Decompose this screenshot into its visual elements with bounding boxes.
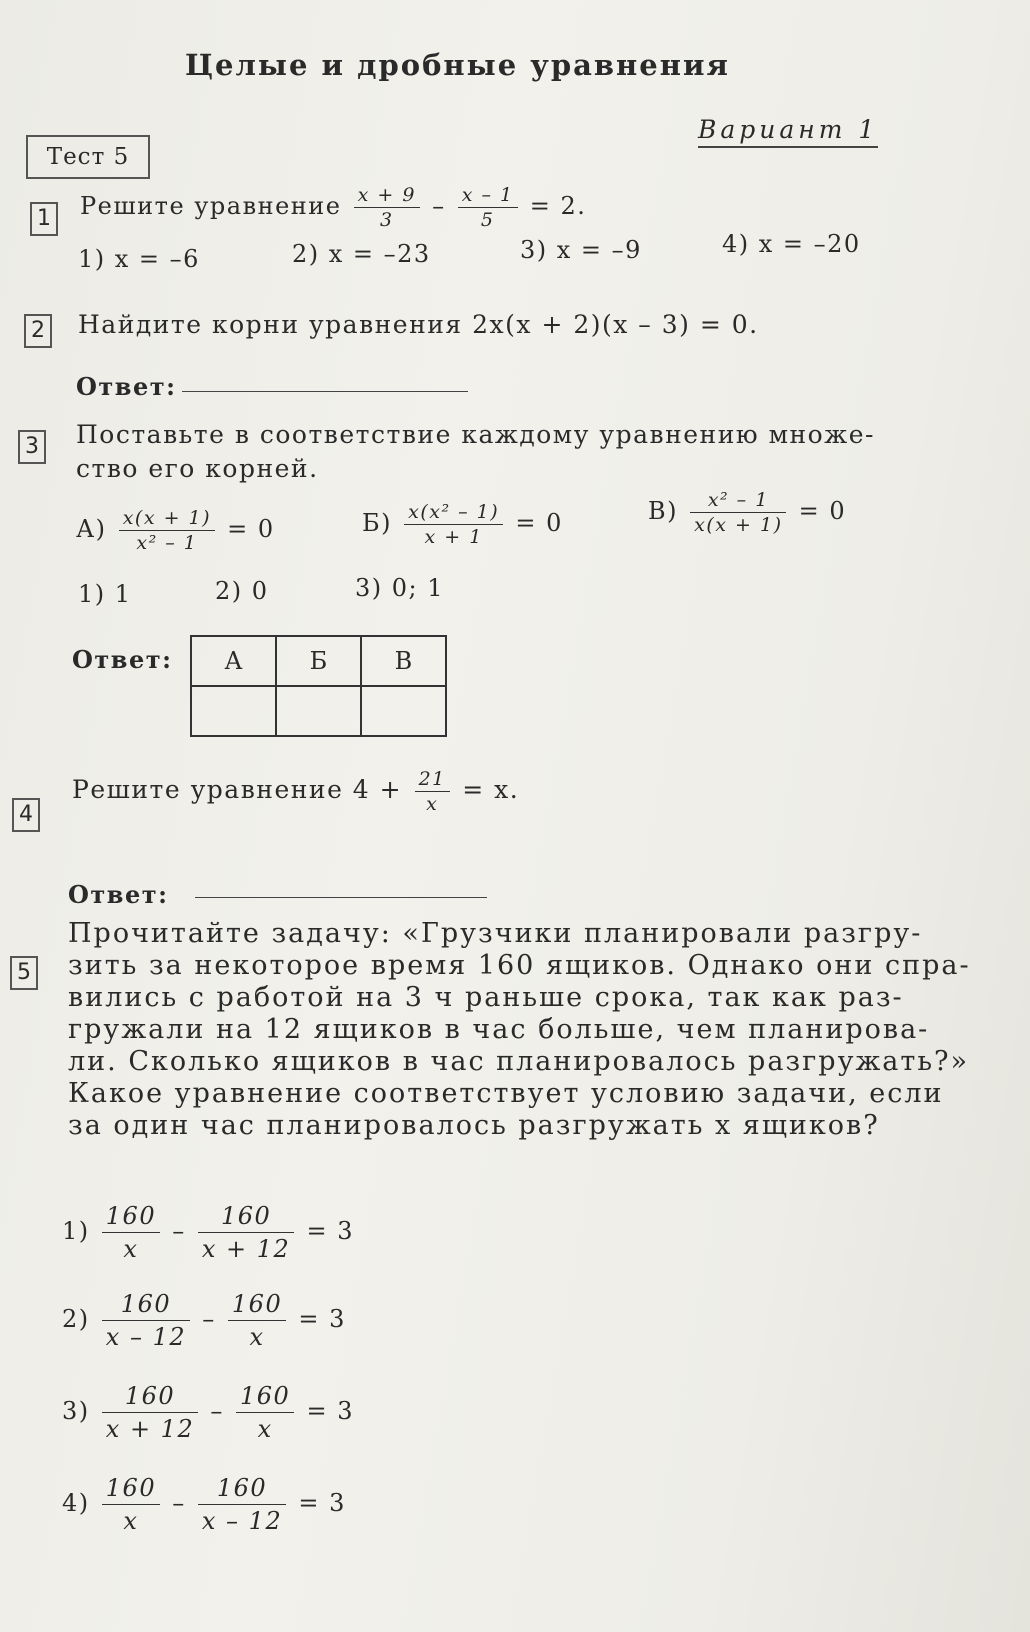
q3-table-header-a: А [191,636,276,686]
q1-prompt: Решите уравнение [80,192,342,220]
q5-line: Прочитайте задачу: «Грузчики планировали разгру- [68,918,923,949]
q5-text [68,918,1003,1142]
q3-a-equals: = 0 [227,515,275,543]
q3-a-fraction: $\frac{x(x + 1)}{\text{x² – 1}}$ [119,506,215,555]
q5-option-4-minus: – [172,1489,186,1517]
q3-b-label: Б) [362,509,392,537]
q3-answer-label: Ответ: [72,645,173,674]
q1-fraction-1: $\frac{x + 9}{3}$ [354,183,420,232]
q5-line: зить за некоторое время 160 ящиков. Однако они спра- [68,950,971,981]
q1-number: 1 [30,202,58,236]
q5-option-2-equals: = 3 [298,1305,346,1333]
q1-fraction-2: $\frac{x - 1}{5}$ [458,183,518,232]
q1-minus: – [432,192,446,220]
q3-option-2: 2) 0 [215,577,269,605]
q5-option-4-fraction-1: $\frac{160}{x}$ [102,1472,160,1537]
q3-option-1: 1) 1 [78,580,132,608]
q3-table-header-b: Б [276,636,361,686]
q5-option-1-equals: = 3 [306,1217,354,1245]
q3-answer-table [190,635,447,737]
variant-label: Вариант 1 [698,115,878,148]
q5-line: гружали на 12 ящиков в час больше, чем планирова- [68,1014,930,1045]
q5-option-2-fraction-1: $\frac{160}{x - 12}$ [102,1288,190,1353]
q4-equals: = x. [462,775,520,804]
q4-number: 4 [12,798,40,832]
q5-option-4-equals: = 3 [298,1489,346,1517]
q5-option-1-fraction-1: $\frac{160}{x}$ [102,1200,160,1265]
q3-answer-cell-a[interactable] [191,686,276,736]
q5-option-2-label: 2) [62,1305,90,1333]
q4-answer-label: Ответ: [68,880,169,909]
q5-option-3-minus: – [210,1397,224,1425]
q3-a-label: А) [76,515,107,543]
q5-line: ли. Сколько ящиков в час планировалось разгружать?» [68,1046,970,1077]
q5-line: Какое уравнение соответствует условию задачи, если [68,1078,944,1109]
q2-answer-line[interactable] [182,390,468,392]
q5-option-3-equals: = 3 [306,1397,354,1425]
q1-option-1[interactable]: 1) x = –6 [78,245,200,273]
q4-fraction: $\frac{21}{x}$ [415,767,450,816]
q5-line: вились с работой на 3 ч раньше срока, так как раз- [68,982,904,1013]
q2-number: 2 [24,314,52,348]
q3-equation-a [76,506,275,555]
q5-option-3-fraction-2: $\frac{160}{x}$ [236,1380,294,1445]
q3-equation-b [362,500,563,549]
q1-option-4[interactable]: 4) x = –20 [722,230,861,258]
q5-option-2-minus: – [202,1305,216,1333]
q1-option-3[interactable]: 3) x = –9 [520,236,642,264]
q2-answer-label: Ответ: [76,372,177,401]
q1-equals: = 2. [529,192,587,220]
q3-equation-v [648,488,846,537]
q5-option-3[interactable] [62,1380,354,1445]
q3-text-line2: ство его корней. [76,454,319,483]
q4-prompt: Решите уравнение 4 + [72,775,403,804]
q1-option-2[interactable]: 2) x = –23 [292,240,431,268]
test-label: Тест 5 [26,135,150,179]
q3-v-label: В) [648,497,678,525]
q3-option-3: 3) 0; 1 [355,574,445,602]
q5-option-1-label: 1) [62,1217,90,1245]
q5-option-2-fraction-2: $\frac{160}{x}$ [228,1288,286,1353]
q5-line: за один час планировалось разгружать x ящиков? [68,1110,880,1141]
q2-text: Найдите корни уравнения 2x(x + 2)(x – 3) = 0. [78,310,759,339]
q3-b-equals: = 0 [515,509,563,537]
q4-text [72,767,519,816]
q3-table-header-v: В [361,636,446,686]
q3-b-fraction: $\frac{\text{x(x² – 1)}}{x + 1}$ [404,500,503,549]
q5-option-1-minus: – [172,1217,186,1245]
q3-answer-cell-v[interactable] [361,686,446,736]
q3-v-equals: = 0 [798,497,847,525]
q5-option-4-fraction-2: $\frac{160}{x - 12}$ [198,1472,286,1537]
q5-option-2[interactable] [62,1288,346,1353]
q4-answer-line[interactable] [195,896,487,898]
q1-text [80,183,586,232]
q3-text-line1: Поставьте в соответствие каждому уравнению множе- [76,420,875,449]
q3-answer-cell-b[interactable] [276,686,361,736]
page-title: Целые и дробные уравнения [185,48,730,82]
q3-number: 3 [18,430,46,464]
q3-v-fraction: $\frac{\text{x² – 1}}{x(x + 1)}$ [690,488,786,537]
q5-number: 5 [10,956,38,990]
q5-option-1-fraction-2: $\frac{160}{x + 12}$ [198,1200,294,1265]
q5-option-3-label: 3) [62,1397,90,1425]
q5-option-4-label: 4) [62,1489,90,1517]
q5-option-3-fraction-1: $\frac{160}{x + 12}$ [102,1380,198,1445]
q5-option-1[interactable] [62,1200,354,1265]
q5-option-4[interactable] [62,1472,346,1537]
